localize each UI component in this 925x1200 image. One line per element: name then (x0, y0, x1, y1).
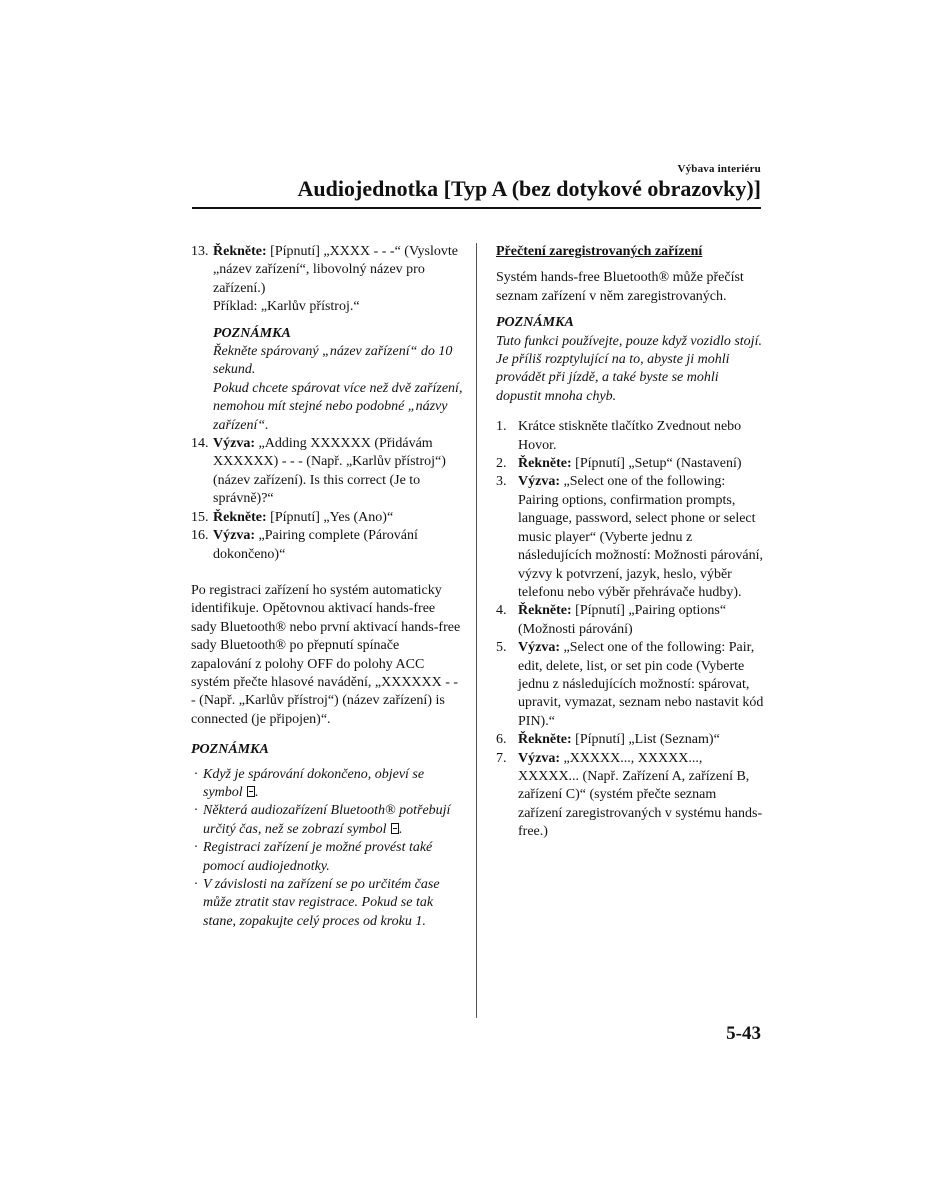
step-text: [Pípnutí] „XXXX - - -“ (Vyslovte „název zařízení“, libovolný název pro zařízení.) (213, 244, 458, 296)
note-block-1 (191, 325, 463, 435)
step-keyword: Výzva: (213, 436, 255, 452)
step-keyword: Řekněte: (213, 244, 267, 259)
steps-list (496, 418, 764, 841)
page-number: 5-43 (726, 1023, 761, 1044)
step-keyword: Řekněte: (213, 509, 267, 525)
note-block-2 (191, 741, 463, 931)
step-3: 3. Výzva: „Select one of the following: Pairing options, confirmation prompts, language, password, select phone or select music player“ (Vyberte jednu z následujících možností: Možnosti párování, výzvy k potvrzení, jazyk, heslo, výběr telefonu nebo výběr přehrávače hudby). (496, 474, 763, 600)
note-bullet: · Některá audiozařízení Bluetooth® potřebují určitý čas, než se zobrazí symbol . (194, 803, 451, 837)
step-7: 7. Výzva: „XXXXX..., XXXXX..., XXXXX... (Např. Zařízení A, zařízení B, zařízení C)“ (systém přečte seznam zařízení zaregistrovaných v systému hands-free.) (496, 750, 763, 840)
step-13 (191, 243, 463, 317)
note-line: Řekněte spárovaný „název zařízení“ do 10 sekund. (213, 344, 453, 378)
bluetooth-device-icon (391, 823, 399, 834)
step-15 (191, 509, 463, 527)
step-1: 1. Krátce stiskněte tlačítko Zvednout nebo Hovor. (496, 419, 742, 453)
step-6: 6. Řekněte: [Pípnutí] „List (Seznam)“ (496, 732, 720, 748)
note-heading: POZNÁMKA (191, 742, 269, 758)
note-bullet: · Když je spárování dokončeno, objeví se symbol . (194, 766, 425, 800)
step-5: 5. Výzva: „Select one of the following: Pair, edit, delete, list, or set pin code (Vyberte jednu z následujících možností: spárovat, upravit, vymazat, seznam nebo nastavit kód PIN).“ (496, 640, 764, 729)
body-paragraph: Po registraci zařízení ho systém automaticky identifikuje. Opětovnou aktivací hands-free sady Bluetooth® nebo první aktivací hands-free sady Bluetooth® po přepnutí spínače zapalování z polohy OFF do polohy ACC systém přečte hlasové navádění, „XXXXXX - - - (Např. „Karlův přístroj“) (název zařízení) is connected (je připojen)“. (191, 582, 461, 727)
note-heading: POZNÁMKA (213, 325, 291, 341)
step-4: 4. Řekněte: [Pípnutí] „Pairing options“ (Možnosti párování) (496, 603, 727, 637)
step-number: 16. (191, 528, 209, 544)
bluetooth-device-icon (247, 786, 255, 797)
step-2: 2. Řekněte: [Pípnutí] „Setup“ (Nastavení) (496, 456, 742, 472)
note-bullet: · V závislosti na zařízení se po určitém čase může ztratit stav registrace. Pokud se tak stane, zopakujte celý proces od kroku 1. (194, 877, 440, 929)
title-rule (192, 207, 761, 209)
note-bullet: · Registraci zařízení je možné provést také pomocí audiojednotky. (194, 840, 433, 874)
step-number: 14. (191, 436, 209, 452)
section-label: Výbava interiéru (677, 163, 761, 175)
note-line: Pokud chcete spárovat více než dvě zařízení, nemohou mít stejné nebo podobné „názvy zařízení“. (213, 380, 463, 433)
note-text: Tuto funkci používejte, pouze když vozidlo stojí. Je příliš rozptylující na to, abyste ji mohli provádět při jízdě, a také byste se mohli dopustit mnoha chyb. (496, 333, 762, 404)
right-column (496, 243, 764, 842)
step-example: Příklad: „Karlův přístroj.“ (213, 299, 360, 315)
column-divider (476, 243, 477, 1018)
subsection-heading: Přečtení zaregistrovaných zařízení (496, 244, 703, 259)
step-number: 15. (191, 509, 209, 525)
page-title: Audiojednotka [Typ A (bez dotykové obrazovky)] (297, 176, 761, 201)
step-number: 13. (191, 244, 209, 259)
step-text: „Adding XXXXXX (Přidávám XXXXXX) - - - (Např. „Karlův přístroj“) (název zařízení). Is this correct (Je to správně)?“ (213, 436, 446, 507)
left-column (191, 243, 463, 931)
note-heading: POZNÁMKA (496, 315, 574, 331)
step-14 (191, 435, 463, 509)
step-text: „Pairing complete (Párování dokončeno)“ (213, 528, 418, 562)
step-16 (191, 527, 463, 564)
step-keyword: Výzva: (213, 528, 255, 544)
step-text: [Pípnutí] „Yes (Ano)“ (266, 509, 394, 525)
intro-paragraph: Systém hands-free Bluetooth® může přečíst seznam zařízení v něm zaregistrovaných. (496, 270, 744, 304)
